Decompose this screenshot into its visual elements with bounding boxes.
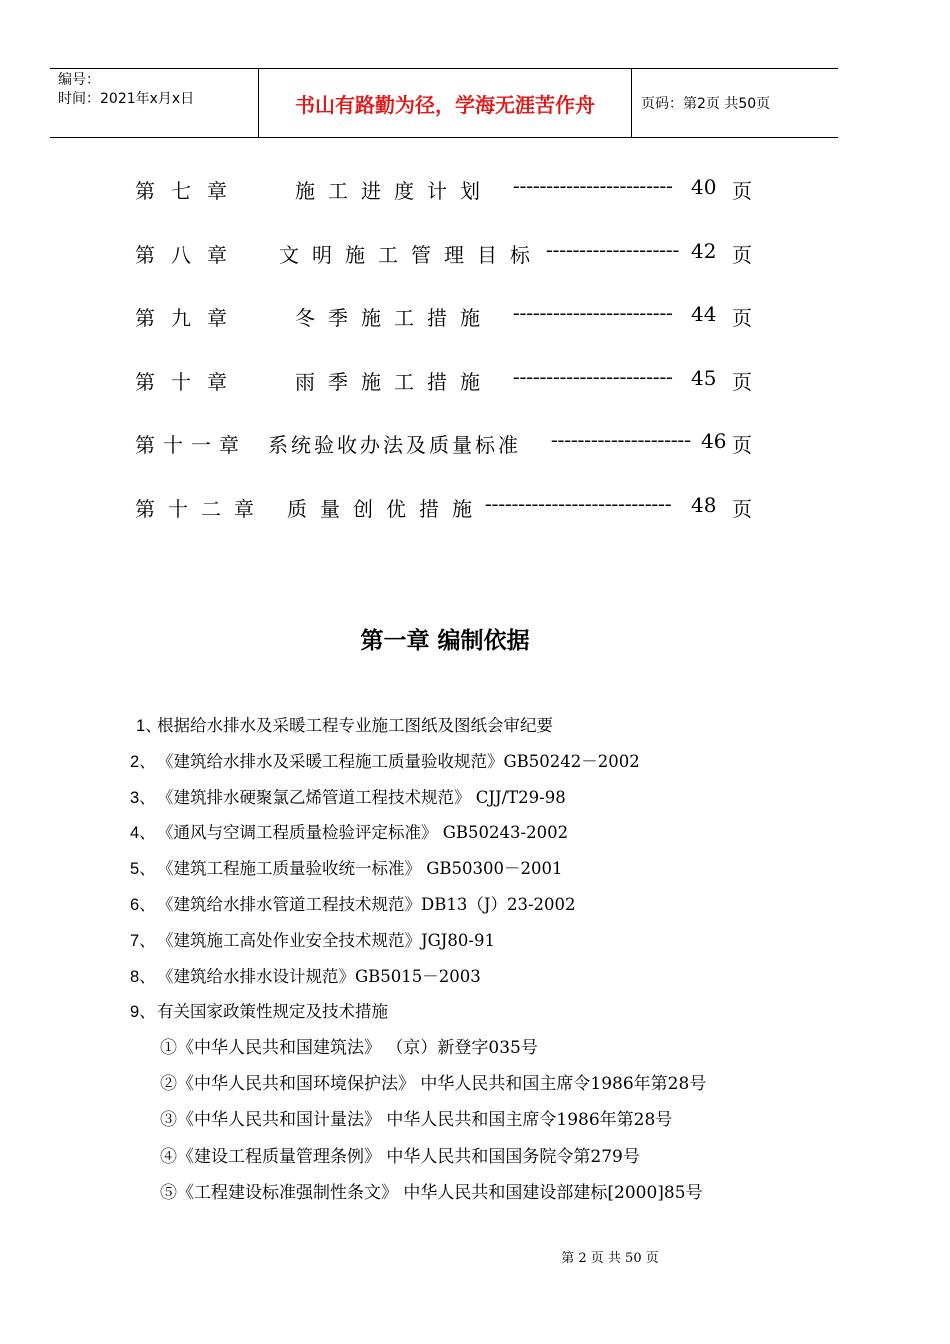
list-item — [130, 819, 830, 855]
list-item-number: 7、 — [130, 931, 156, 950]
toc-page-suffix: 页 — [732, 242, 752, 267]
list-item-number: 9、 — [130, 1003, 156, 1022]
toc-chapter: 第七章 — [135, 179, 243, 203]
toc-title: 施工进度计划 — [295, 179, 493, 203]
list-item — [130, 784, 830, 820]
list-item-text: 《建筑给水排水管道工程技术规范》DB13（J）23-2002 — [157, 894, 576, 914]
list-item-number: 2、 — [130, 752, 156, 771]
toc-row — [135, 493, 775, 557]
header-motto: 书山有路勤为径，学海无涯苦作舟 — [259, 69, 632, 137]
toc-page: 45 — [691, 365, 717, 390]
list-item — [130, 891, 830, 927]
header-meta — [50, 69, 259, 137]
page-footer: 第 2 页 共 50 页 — [561, 1251, 659, 1266]
list-item-text: 有关国家政策性规定及技术措施 — [157, 1002, 388, 1022]
list-item — [130, 963, 830, 999]
toc-page: 48 — [691, 492, 717, 517]
toc-page: 40 — [691, 175, 717, 199]
page-header — [50, 68, 838, 138]
toc-row — [135, 366, 775, 430]
toc-title: 冬季施工措施 — [295, 306, 493, 330]
toc-row — [135, 429, 775, 493]
header-page-info: 页码：第2页 共50页 — [641, 96, 771, 112]
toc-title: 质量创优措施 — [287, 496, 485, 521]
list-item-number: 8、 — [130, 967, 156, 986]
list-item — [130, 855, 830, 891]
toc-page-suffix: 页 — [732, 433, 752, 457]
sub-list-item: ③《中华人民共和国计量法》 中华人民共和国主席令1986年第28号 — [160, 1110, 673, 1131]
toc-dots: ------------------------ — [513, 175, 673, 197]
list-item-text: 《建筑给水排水设计规范》GB5015－2003 — [157, 966, 481, 986]
toc-title: 文明施工管理目标 — [279, 242, 543, 267]
list-item — [130, 712, 830, 748]
basis-list — [130, 712, 830, 1034]
toc-dots: ------------------------ — [513, 302, 673, 324]
toc-page-suffix: 页 — [732, 179, 752, 203]
toc-row — [135, 239, 775, 303]
toc-chapter: 第十二章 — [135, 496, 267, 521]
toc-page-suffix: 页 — [732, 306, 752, 330]
time-label: 时间：2021年x月x日 — [58, 91, 195, 107]
sub-list-item: ④《建设工程质量管理条例》 中华人民共和国国务院令第279号 — [160, 1146, 640, 1167]
toc-dots: ---------------------------- — [485, 492, 672, 515]
list-item-number: 1、 — [136, 717, 162, 735]
sub-list-item: ②《中华人民共和国环境保护法》 中华人民共和国主席令1986年第28号 — [160, 1074, 707, 1095]
toc-chapter: 第八章 — [135, 242, 243, 267]
list-item-text: 《通风与空调工程质量检验评定标准》 GB50243-2002 — [157, 823, 569, 843]
toc-row — [135, 175, 775, 239]
toc-title: 雨季施工措施 — [295, 369, 493, 394]
toc-title: 系统验收办法及质量标准 — [268, 433, 521, 457]
toc-chapter: 第九章 — [135, 306, 243, 330]
list-item — [130, 998, 830, 1034]
toc-page-suffix: 页 — [732, 496, 752, 521]
toc-page: 44 — [691, 302, 717, 326]
list-item-text: 《建筑工程施工质量验收统一标准》 GB50300－2001 — [157, 859, 563, 879]
list-item-number: 3、 — [130, 788, 156, 807]
toc-row — [135, 302, 775, 366]
list-item-text: 《建筑施工高处作业安全技术规范》JGJ80-91 — [157, 930, 495, 950]
toc-page: 46 — [701, 429, 727, 453]
toc-page: 42 — [691, 238, 717, 263]
list-item — [130, 927, 830, 963]
list-item-number: 6、 — [130, 895, 156, 914]
toc-dots: ------------------------ — [513, 365, 673, 388]
toc-chapter: 第十章 — [135, 369, 243, 394]
sub-list — [160, 1033, 860, 1214]
serial-label: 编号： — [58, 72, 100, 88]
table-of-contents — [135, 175, 775, 556]
toc-dots: --------------------- — [551, 429, 691, 451]
toc-page-suffix: 页 — [732, 369, 752, 394]
list-item-number: 4、 — [130, 824, 156, 843]
sub-list-item: ⑤《工程建设标准强制性条文》 中华人民共和国建设部建标[2000]85号 — [160, 1182, 703, 1203]
sub-list-item: ①《中华人民共和国建筑法》 （京）新登字035号 — [160, 1038, 538, 1058]
chapter-heading: 第一章 编制依据 — [360, 628, 530, 654]
list-item-text: 《建筑给水排水及采暖工程施工质量验收规范》GB50242－2002 — [157, 751, 640, 771]
list-item-text: 《建筑排水硬聚氯乙烯管道工程技术规范》 CJJ/T29-98 — [157, 787, 566, 807]
list-item — [130, 748, 830, 784]
toc-dots: -------------------- — [546, 238, 680, 261]
list-item-number: 5、 — [130, 860, 156, 879]
list-item-text: 根据给水排水及采暖工程专业施工图纸及图纸会审纪要 — [157, 716, 553, 735]
toc-chapter: 第十一章 — [135, 433, 247, 457]
